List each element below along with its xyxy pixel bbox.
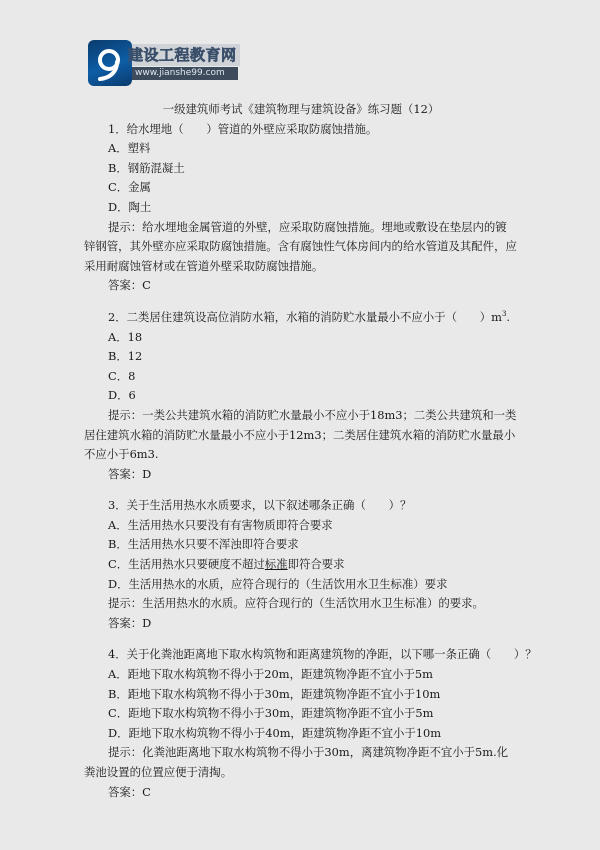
- question-hint: 提示：给水埋地金属管道的外壁，应采取防腐蚀措施。埋地或敷设在垫层内的镀锌钢管，其外壁亦应采取防腐蚀措施。含有腐蚀性气体房间内的给水管道及其配件，应采用耐腐蚀管材或在管道外壁采取防腐蚀措施。: [84, 219, 517, 273]
- question-stem: 4．关于化粪池距离地下取水构筑物和距离建筑物的净距，以下哪一条正确（ ）？: [108, 647, 537, 662]
- question-answer: 答案：C: [108, 784, 151, 799]
- logo-name: 建设工程教育网: [128, 44, 240, 66]
- question-3: [84, 496, 518, 633]
- question-1: [84, 120, 518, 296]
- document-title: 一级建筑师考试《建筑物理与建筑设备》练习题（12）: [162, 102, 440, 116]
- option-d: D．6: [108, 388, 136, 403]
- question-2: [84, 308, 518, 484]
- option-d: D．生活用热水的水质，应符合现行的（生活饮用水卫生标准）要求: [108, 576, 448, 591]
- question-hint: 提示：一类公共建筑水箱的消防贮水量最小不应小于18m3；二类公共建筑和一类居住建筑水箱的消防贮水量最小不应小于12m3；二类居住建筑水箱的消防贮水量最小不应小于6m3.: [84, 407, 517, 462]
- question-stem: 3．关于生活用热水水质要求，以下叙述哪条正确（ ）？: [108, 498, 412, 513]
- option-c-text: C．生活用热水只要硬度不超过: [108, 557, 265, 572]
- question-answer: 答案：C: [108, 278, 151, 293]
- question-stem: 1．给水埋地（ ）管道的外壁应采取防腐蚀措施。: [108, 121, 378, 136]
- question-answer: 答案：D: [108, 466, 152, 481]
- option-c: C．8: [108, 368, 136, 383]
- option-b: B．12: [108, 349, 143, 364]
- option-a: A．18: [108, 329, 143, 344]
- logo-url: www.jianshe99.com: [132, 67, 238, 80]
- option-c-end: 即符合要求: [287, 557, 345, 572]
- option-d: D．距地下取水构筑物不得小于40m，距建筑物净距不宜小于10m: [108, 725, 442, 740]
- option-b: B．钢筋混凝土: [108, 160, 185, 175]
- question-stem: [84, 308, 518, 328]
- stem-end: .: [506, 309, 511, 324]
- option-a: A．距地下取水构筑物不得小于20m，距建筑物净距不宜小于5m: [108, 667, 433, 682]
- option-c: [84, 555, 518, 575]
- option-a: A．生活用热水只要没有有害物质即符合要求: [108, 517, 333, 532]
- site-logo: [88, 40, 238, 86]
- option-b: B．距地下取水构筑物不得小于30m，距建筑物净距不宜小于10m: [108, 686, 441, 701]
- document-body: [84, 100, 537, 802]
- option-d: D．陶土: [108, 199, 152, 214]
- option-b: B．生活用热水只要不浑浊即符合要求: [108, 537, 299, 552]
- option-a: A．塑料: [108, 141, 151, 156]
- question-hint: 提示：生活用热水的水质。应符合现行的（生活饮用水卫生标准）的要求。: [108, 596, 484, 611]
- question-hint: 提示：化粪池距离地下取水构筑物不得小于30m，离建筑物净距不宜小于5m.化粪池设置的位置应便于清掏。: [84, 745, 509, 779]
- logo-badge-icon: [88, 40, 132, 86]
- stem-text: 2．二类居住建筑设高位消防水箱，水箱的消防贮水量最小不应小于（ ）m: [108, 309, 502, 324]
- option-c: C．距地下取水构筑物不得小于30m，距建筑物净距不宜小于5m: [108, 706, 434, 721]
- question-answer: 答案：D: [108, 615, 152, 630]
- option-c: C．金属: [108, 180, 151, 195]
- superscript: 3: [501, 310, 507, 319]
- question-4: [84, 645, 537, 802]
- standard-link[interactable]: 标准: [264, 557, 288, 572]
